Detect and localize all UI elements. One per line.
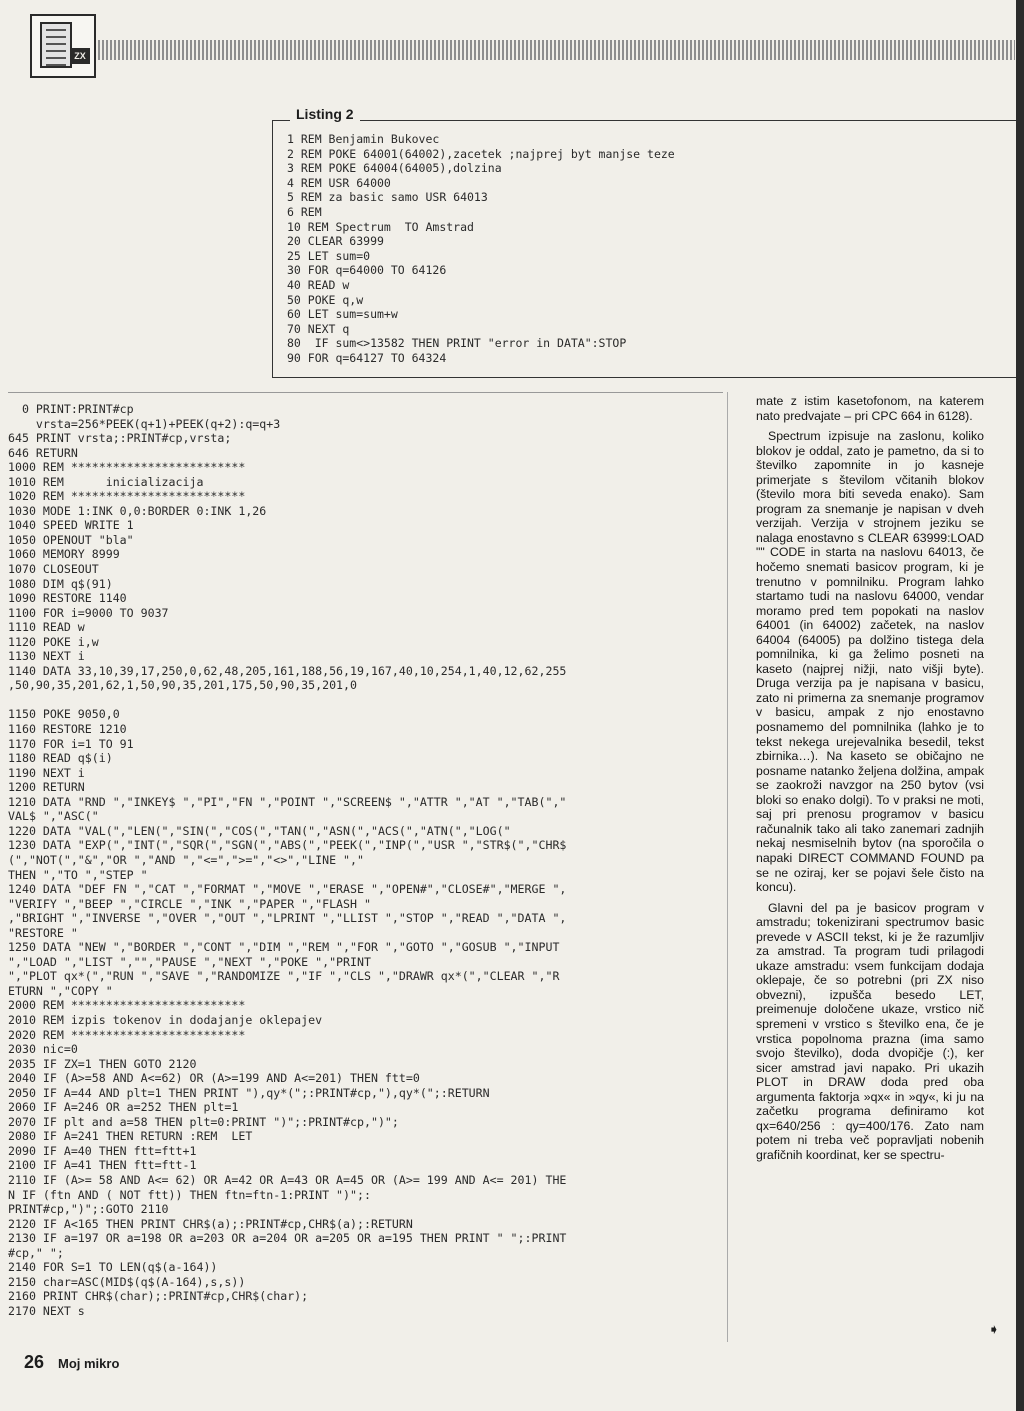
listing-main-line: 2010 REM izpis tokenov in dodajanje oklepajev — [8, 1012, 323, 1027]
listing-main-code — [8, 402, 720, 1338]
listing-top-line: 40 READ w — [287, 277, 350, 292]
listing-main-line: 2140 FOR S=1 TO LEN(q$(a-164)) — [8, 1260, 218, 1275]
listing-main-line: 1050 OPENOUT "bla" — [8, 532, 134, 547]
listing-main-line: (","NOT(","&","OR ","AND ","<=",">=","<>","LINE "," — [8, 852, 364, 867]
listing-main-line: 0 PRINT:PRINT#cp — [21, 402, 134, 416]
listing-main-line: ,"BRIGHT ","INVERSE ","OVER ","OUT ","LPRINT ","LLIST ","STOP ","READ ","DATA ", — [8, 911, 567, 926]
listing-main-line: 646 RETURN — [8, 445, 78, 460]
listing-main-line: 1170 FOR i=1 TO 91 — [8, 736, 134, 751]
listing-main-line: 1110 READ w — [8, 620, 85, 635]
listing-top-line: 80 IF sum<>13582 THEN PRINT "error in DATA":STOP — [287, 336, 627, 351]
listing-main-line: 1010 REM inicializacija — [8, 474, 204, 489]
article-paragraph-1: mate z istim kasetofonom, na katerem nato predvajate – pri CPC 664 in 6128). — [756, 394, 984, 423]
listing-top-line: 50 POKE q,w — [287, 292, 364, 307]
monitor-icon — [40, 22, 72, 68]
listing-main-line: 2000 REM ************************* — [8, 998, 246, 1013]
listing-main-line: ,50,90,35,201,62,1,50,90,35,201,175,50,90,35,201,0 — [8, 678, 358, 693]
listing-main-line: ","LOAD ","LIST ","","PAUSE ","NEXT ","POKE ","PRINT — [8, 954, 371, 969]
listing-main-line: 2020 REM ************************* — [8, 1027, 246, 1042]
listing-top-line: 3 REM POKE 64004(64005),dolzina — [287, 161, 502, 176]
listing-main-line: 2150 char=ASC(MID$(q$(A-164),s,s)) — [8, 1274, 246, 1289]
listing-top-line: 2 REM POKE 64001(64002),zacetek ;najprej byt manjse teze — [287, 146, 675, 161]
listing-top-line: 25 LET sum=0 — [287, 248, 371, 263]
logo-badge: ZX — [70, 48, 90, 64]
listing-main-line: 1250 DATA "NEW ","BORDER ","CONT ","DIM ","REM ","FOR ","GOTO ","GOSUB ","INPUT — [8, 940, 560, 955]
listing-top-line: 60 LET sum=sum+w — [287, 307, 398, 322]
listing-top-line: 30 FOR q=64000 TO 64126 — [287, 263, 447, 278]
continue-arrow-icon: ➧ — [988, 1322, 1000, 1338]
listing-top-code — [287, 132, 675, 366]
listing-main-line: 1060 MEMORY 8999 — [8, 547, 120, 562]
listing-main-line: 645 PRINT vrsta;:PRINT#cp,vrsta; — [8, 431, 232, 446]
listing-main-line: 1240 DATA "DEF FN ","CAT ","FORMAT ","MOVE ","ERASE ","OPEN#","CLOSE#","MERGE ", — [8, 882, 567, 897]
listing-main-line: PRINT#cp,")";:GOTO 2110 — [8, 1202, 169, 1217]
listing-main-line: 1100 FOR i=9000 TO 9037 — [8, 605, 169, 620]
listing-main-line: 1230 DATA "EXP(","INT(","SQR(","SGN(","ABS(","PEEK(","INP(","USR ","STR$(","CHR$ — [8, 838, 567, 853]
listing-main-line: 2090 IF A=40 THEN ftt=ftt+1 — [8, 1143, 197, 1158]
listing-main-line: 1140 DATA 33,10,39,17,250,0,62,48,205,161,188,56,19,167,40,10,254,1,40,12,62,255 — [8, 663, 567, 678]
listing-main-line: 2130 IF a=197 OR a=198 OR a=203 OR a=204 OR a=205 OR a=195 THEN PRINT " ";:PRINT — [8, 1231, 567, 1246]
listing-main-line: 2110 IF (A>= 58 AND A<= 62) OR A=42 OR A=43 OR A=45 OR (A>= 199 AND A<= 201) THE — [8, 1172, 567, 1187]
listing-main-line: 1030 MODE 1:INK 0,0:BORDER 0:INK 1,26 — [8, 503, 267, 518]
listing-main-line: 2160 PRINT CHR$(char);:PRINT#cp,CHR$(char); — [8, 1289, 309, 1304]
article-paragraph-3: Glavni del pa je basicov program v amstradu; tokenizirani spectrumov basic prevede v ASCII tekst, ki je že razumljiv za amstrad. Ta program tudi prilagodi ukaze amstradu: vsem funkcijam dodaja oklepaje, če so potrebni (pri ZX niso obvezni), izpušča besedo LET, preimenuje določene ukaze, vrstico nič spremeni v vrstico s številko ena, če je vrstica popolnoma prazna (ima samo svojo številko), doda dvopičje (:), ker sicer amstrad javi napako. Pri ukazih PLOT in DRAW doda pred oba argumenta faktorja »qx« in »qy«, ki ju na začetku programa definiramo kot qx=640/256 : qy=400/176. Zato nam potem ni treba več popravljati nobenih grafičnih koordinat, ker se spectru- — [756, 900, 984, 1162]
page-number: 26 — [24, 1352, 45, 1372]
column-divider — [727, 392, 728, 1342]
listing-top-line: 70 NEXT q — [287, 321, 350, 336]
listing-main-line: 1080 DIM q$(91) — [8, 576, 113, 591]
listing-main-line: 1200 RETURN — [8, 780, 85, 795]
listing-top-line: 10 REM Spectrum TO Amstrad — [287, 219, 474, 234]
listing-main-line: 1120 POKE i,w — [8, 634, 99, 649]
listing-main-line: 1210 DATA "RND ","INKEY$ ","PI","FN ","POINT ","SCREEN$ ","ATTR ","AT ","TAB("," — [8, 794, 567, 809]
page-edge-shadow — [1016, 0, 1024, 1411]
listing-main-line: "RESTORE " — [8, 925, 78, 940]
listing-main-line: vrsta=256*PEEK(q+1)+PEEK(q+2):q=q+3 — [35, 416, 281, 431]
listing-main-line: VAL$ ","ASC(" — [8, 809, 99, 824]
listing-main-line: 2050 IF A=44 AND plt=1 THEN PRINT "),qy*(";:PRINT#cp,"),qy*(";:RETURN — [8, 1085, 490, 1100]
listing-main-line: 1070 CLOSEOUT — [8, 562, 99, 577]
listing-main-line: ","PLOT qx*(","RUN ","SAVE ","RANDOMIZE ","IF ","CLS ","DRAWR qx*(","CLEAR ","R — [8, 969, 560, 984]
listing-top-line: 4 REM USR 64000 — [287, 175, 391, 190]
listing-main-line: 2100 IF A=41 THEN ftt=ftt-1 — [8, 1158, 197, 1173]
listing-main-line: 2060 IF A=246 OR a=252 THEN plt=1 — [8, 1100, 239, 1115]
listing-main-line: 2080 IF A=241 THEN RETURN :REM LET — [8, 1129, 253, 1144]
listing-main-line: 1040 SPEED WRITE 1 — [8, 518, 134, 533]
listing-main-line: "VERIFY ","BEEP ","CIRCLE ","INK ","PAPER ","FLASH " — [8, 896, 371, 911]
listing-main-line: 2170 NEXT s — [8, 1303, 85, 1318]
listing-top-line: 1 REM Benjamin Bukovec — [287, 132, 440, 146]
listing-main-line: ETURN ","COPY " — [8, 983, 113, 998]
listing-main-line: 2035 IF ZX=1 THEN GOTO 2120 — [8, 1056, 197, 1071]
listing-top-line: 5 REM za basic samo USR 64013 — [287, 190, 488, 205]
listing-main-line: 1180 READ q$(i) — [8, 751, 113, 766]
computer-logo-icon — [30, 14, 96, 78]
listing-main-line: N IF (ftn AND ( NOT ftt)) THEN ftn=ftn-1:PRINT ")";: — [8, 1187, 371, 1202]
listing-main-line: 1160 RESTORE 1210 — [8, 722, 127, 737]
listing-main-line: 1000 REM ************************* — [8, 460, 246, 475]
listing-main-line: 1130 NEXT i — [8, 649, 85, 664]
listing-top-line: 6 REM — [287, 204, 322, 219]
listing-title: Listing 2 — [290, 106, 360, 122]
listing-main-line: 1150 POKE 9050,0 — [8, 707, 120, 722]
listing-main-line: 1020 REM ************************* — [8, 489, 246, 504]
header-stripe-bar — [70, 40, 1015, 60]
magazine-name: Moj mikro — [58, 1356, 120, 1371]
listing-main-line: 2070 IF plt and a=58 THEN plt=0:PRINT ")";:PRINT#cp,")"; — [8, 1114, 399, 1129]
article-column — [756, 394, 984, 1162]
listing-top-line: 90 FOR q=64127 TO 64324 — [287, 350, 447, 365]
column-top-rule — [8, 392, 723, 393]
listing-main-line: 2120 IF A<165 THEN PRINT CHR$(a);:PRINT#cp,CHR$(a);:RETURN — [8, 1216, 413, 1231]
listing-main-line: 2030 nic=0 — [8, 1042, 78, 1057]
listing-top-line: 20 CLEAR 63999 — [287, 234, 384, 249]
listing-main-line: #cp," "; — [8, 1245, 64, 1260]
listing-main-line: 1090 RESTORE 1140 — [8, 591, 127, 606]
listing-main-line: 1220 DATA "VAL(","LEN(","SIN(","COS(","TAN(","ASN(","ACS(","ATN(","LOG(" — [8, 823, 511, 838]
article-paragraph-2: Spectrum izpisuje na zaslonu, koliko blokov je oddal, zato je pametno, da si to številko zapomnite in jo kasneje primerjate s številom včitanih blokov (število mora biti seveda enako). Sam program za snemanje je napisan v dveh verzijah. Verzija v strojnem jeziku se nalaga enostavno s CLEAR 63999:LOAD "" CODE in starta na naslovu 64013, če hočemo snemati basicov program, ki je trenutno v pomnilniku. Program lahko startamo tudi na naslovu 64000, vendar moramo pred tem popokati na naslov 64001 (in 64002) začetek, na naslov 64004 (64005) pa dolžino tistega dela pomnilnika, ki ga želimo posneti na kaseto (najprej nižji, nato višji byte). Druga verzija pa je napisana v basicu, zato ni primerna za snemanje programov v basicu, ampak z njo enostavno posnamemo del pomnilnika (lahko je to tekst nekega urejevalnika besedil, tekst zbirnika…). Na kaseto se običajno ne posname natanko željena dolžina, ampak se zaokroži navzgor na 250 bytov (vsi bloki so enako dolgi). To v praksi ne moti, saj pri prenosu programov v basicu računalnik tako ali tako zanemari zadnjih nekaj nesmiselnih bytov (na sporočila o napaki DIRECT COMMAND FOUND pa se ne oziraj, ker se pojavi šele čisto na koncu). — [756, 429, 984, 895]
listing-main-line: 2040 IF (A>=58 AND A<=62) OR (A>=199 AND A<=201) THEN ftt=0 — [8, 1071, 420, 1086]
listing-main-line: 1190 NEXT i — [8, 765, 85, 780]
listing-main-line: THEN ","TO ","STEP " — [8, 867, 148, 882]
